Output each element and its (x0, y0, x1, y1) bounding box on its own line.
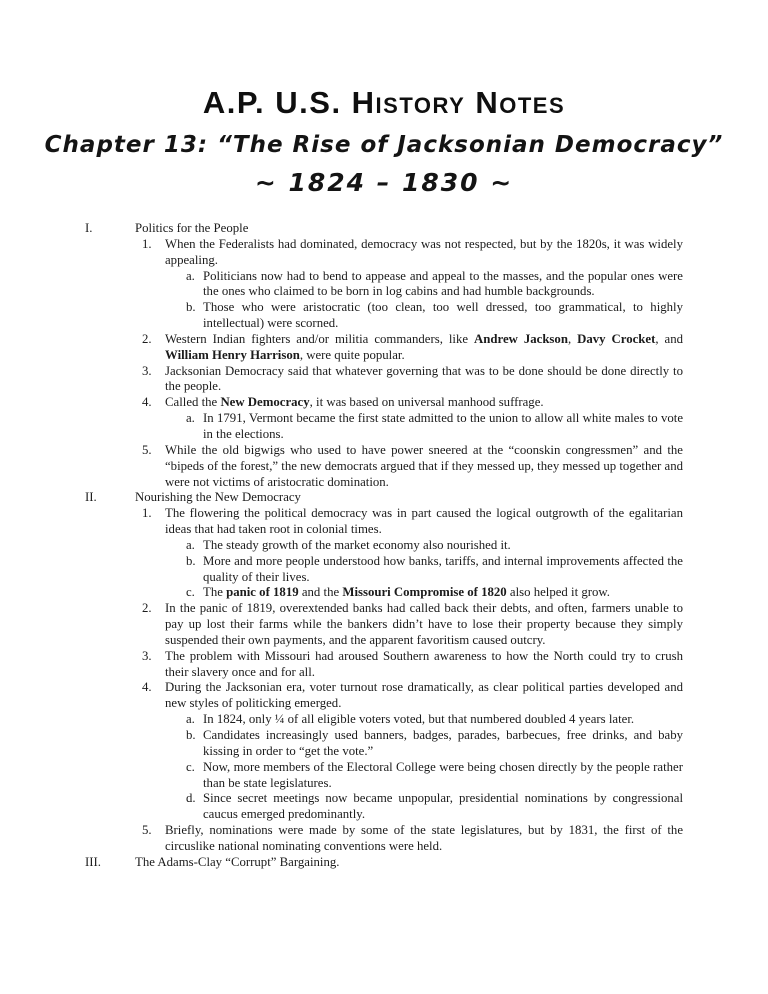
item-marker: 3. (142, 648, 152, 663)
outline-item (85, 506, 683, 538)
outline-subitem (85, 760, 683, 792)
item-marker: 2. (142, 331, 152, 346)
item-text: In 1824, only ¼ of all eligible voters voted, but that numbered doubled 4 years later. (203, 712, 635, 727)
item-text: The steady growth of the market economy also nourished it. (203, 537, 511, 552)
item-text: Nourishing the New Democracy (135, 490, 301, 505)
item-marker: a. (186, 268, 195, 283)
item-marker: c. (186, 759, 195, 774)
outline-item (85, 443, 683, 491)
outline-heading-row (85, 221, 683, 237)
outline-subitem (85, 712, 683, 728)
page-title: A.P. U.S. History Notes (202, 85, 566, 120)
item-text: Called the New Democracy, it was based on universal manhood suffrage. (165, 395, 544, 410)
item-text: Those who were aristocratic (too clean, too well dressed, too grammatical, to highly intellectual) were scorned. (203, 300, 683, 331)
item-text: Politicians now had to bend to appease and appeal to the masses, and the popular ones were the ones who claimed to be born in log cabins and had humble backgrounds. (203, 268, 683, 299)
item-marker: II. (85, 490, 97, 505)
outline-subitem (85, 538, 683, 554)
outline-subitem (85, 269, 683, 301)
item-text: In 1791, Vermont became the first state admitted to the union to allow all white males to vote in the elections. (203, 411, 683, 441)
item-marker: 5. (142, 823, 152, 838)
outline-subitem (85, 554, 683, 586)
outline-subitem (85, 791, 683, 823)
item-text: Western Indian fighters and/or militia commanders, like Andrew Jackson, Davy Crocket, and William Henry Harrison, were quite popular. (165, 331, 683, 362)
item-marker: 5. (142, 442, 152, 457)
item-marker: 3. (142, 363, 152, 378)
outline (85, 221, 683, 871)
outline-item (85, 364, 683, 396)
chapter-heading: Chapter 13: “The Rise of Jacksonian Democracy” (44, 132, 724, 158)
item-text: The Adams-Clay “Corrupt” Bargaining. (135, 854, 340, 869)
outline-heading-row (85, 490, 683, 506)
outline-subitem (85, 728, 683, 760)
item-text: During the Jacksonian era, voter turnout rose dramatically, as clear political parties developed and new styles of politicking emerged. (165, 680, 683, 711)
item-text: Politics for the People (135, 221, 249, 235)
item-text: More and more people understood how banks, tariffs, and internal improvements affected the quality of their lives. (203, 553, 683, 584)
item-text: Now, more members of the Electoral College were being chosen directly by the people rather than be state legislatures. (203, 759, 683, 790)
item-text: Briefly, nominations were made by some of the state legislatures, but by 1831, the first of the circuslike national nominating conventions were held. (165, 823, 683, 853)
outline-item (85, 237, 683, 269)
item-marker: 4. (142, 680, 152, 695)
outline-section (85, 855, 683, 871)
outline-item (85, 649, 683, 681)
item-text: Candidates increasingly used banners, badges, parades, barbecues, free drinks, and baby kissing in order to “get the vote.” (203, 728, 683, 758)
date-range-heading: ~ 1824 – 1830 ~ (254, 168, 514, 197)
outline-item (85, 332, 683, 364)
outline-subitem (85, 300, 683, 332)
item-text: When the Federalists had dominated, democracy was not respected, but by the 1820s, it was widely appealing. (165, 236, 683, 267)
item-text: The problem with Missouri had aroused Southern awareness to how the North could try to crush their slavery once and for all. (165, 648, 683, 679)
item-marker: a. (186, 411, 195, 426)
item-marker: I. (85, 221, 93, 235)
outline-subitem (85, 585, 683, 601)
outline-section (85, 490, 683, 854)
outline-section (85, 221, 683, 490)
item-marker: b. (186, 300, 196, 315)
item-marker: 2. (142, 601, 152, 616)
item-text: The panic of 1819 and the Missouri Compromise of 1820 also helped it grow. (203, 585, 611, 600)
item-marker: b. (186, 728, 196, 742)
outline-item (85, 601, 683, 649)
item-marker: a. (186, 537, 195, 552)
item-marker: d. (186, 791, 196, 806)
item-text: Jacksonian Democracy said that whatever governing that was to be done should be done directly to the people. (165, 363, 683, 394)
outline-subitem (85, 411, 683, 443)
item-text: In the panic of 1819, overextended banks had called back their debts, and often, farmers unable to pay up lost their farms while the bankers didn’t have to lose their property because they simply suspended their own payments, and the apparent favoritism caused outcry. (165, 601, 683, 647)
item-text: While the old bigwigs who used to have power sneered at the “coonskin congressmen” and the “bipeds of the forest,” the new democrats argued that if they messed up, they messed up together and were not victims of aristocratic domination. (165, 442, 683, 489)
item-marker: c. (186, 585, 195, 600)
outline-item (85, 395, 683, 411)
outline-item (85, 680, 683, 712)
item-marker: 4. (142, 395, 152, 410)
outline-item (85, 823, 683, 855)
item-marker: III. (85, 854, 101, 869)
item-marker: 1. (142, 236, 152, 251)
item-marker: 1. (142, 506, 152, 521)
outline-heading-row (85, 855, 683, 871)
item-text: The flowering the political democracy was in part caused the logical outgrowth of the egalitarian ideas that had taken root in colonial times. (165, 506, 683, 537)
item-marker: b. (186, 553, 196, 568)
item-marker: a. (186, 712, 195, 727)
item-text: Since secret meetings now became unpopular, presidential nominations by congressional caucus emerged predominantly. (203, 791, 683, 822)
